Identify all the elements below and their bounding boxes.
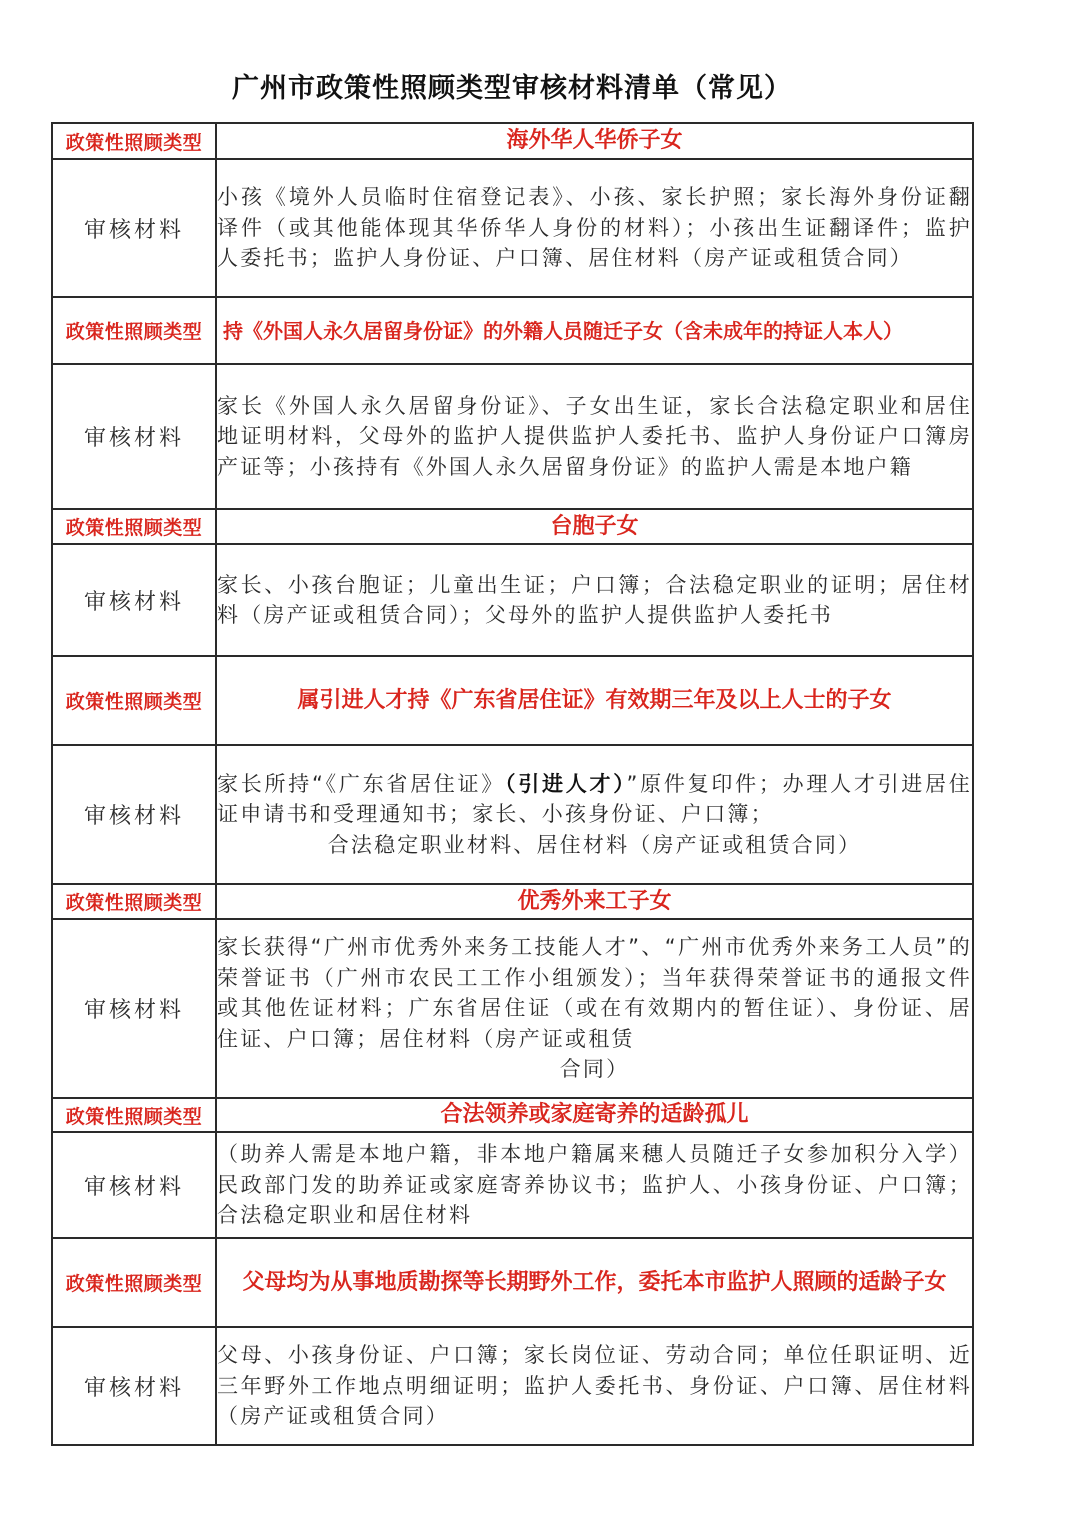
materials-label: 审核材料 bbox=[52, 919, 216, 1098]
type-label: 政策性照顾类型 bbox=[52, 297, 216, 364]
type-label: 政策性照顾类型 bbox=[52, 656, 216, 745]
type-row bbox=[52, 123, 973, 159]
materials-text: 合法稳定职业材料、居住材料（房产证或租赁合同） bbox=[327, 832, 862, 857]
type-row bbox=[52, 1098, 973, 1132]
type-label: 政策性照顾类型 bbox=[52, 1238, 216, 1327]
type-label: 政策性照顾类型 bbox=[52, 884, 216, 919]
materials-label: 审核材料 bbox=[52, 1327, 216, 1445]
type-value: 持《外国人永久居留身份证》的外籍人员随迁子女（含未成年的持证人本人） bbox=[216, 297, 973, 364]
type-value: 属引进人才持《广东省居住证》有效期三年及以上人士的子女 bbox=[216, 656, 973, 745]
materials-row bbox=[52, 364, 973, 509]
type-value: 优秀外来工子女 bbox=[216, 884, 973, 919]
materials-text: 家长获得“广州市优秀外来务工技能人才”、“广州市优秀外来务工人员”的荣誉证书（广州市农民工工作小组颁发）；当年获得荣誉证书的通报文件或其他佐证材料；广东省居住证（或在有效期内的暂住证）、身份证、居住证、户口簿；居住材料（房产证或租赁 bbox=[217, 935, 972, 1051]
materials-text: 合同） bbox=[559, 1057, 630, 1082]
type-row bbox=[52, 509, 973, 544]
materials-row bbox=[52, 159, 973, 297]
materials-value: （助养人需是本地户籍，非本地户籍属来穗人员随迁子女参加积分入学）民政部门发的助养证或家庭寄养协议书；监护人、小孩身份证、户口簿；合法稳定职业和居住材料 bbox=[216, 1132, 973, 1238]
materials-value: 家长、小孩台胞证；儿童出生证；户口簿；合法稳定职业的证明；居住材料（房产证或租赁合同）；父母外的监护人提供监护人委托书 bbox=[216, 544, 973, 656]
type-value: 父母均为从事地质勘探等长期野外工作，委托本市监护人照顾的适龄子女 bbox=[216, 1238, 973, 1327]
type-value: 合法领养或家庭寄养的适龄孤儿 bbox=[216, 1098, 973, 1132]
type-label: 政策性照顾类型 bbox=[52, 1098, 216, 1132]
materials-row bbox=[52, 745, 973, 884]
type-value: 海外华人华侨子女 bbox=[216, 123, 973, 159]
type-label: 政策性照顾类型 bbox=[52, 509, 216, 544]
materials-value: 父母、小孩身份证、户口簿；家长岗位证、劳动合同；单位任职证明、近三年野外工作地点明细证明；监护人委托书、身份证、户口簿、居住材料（房产证或租赁合同） bbox=[216, 1327, 973, 1445]
materials-value: 小孩《境外人员临时住宿登记表》、小孩、家长护照；家长海外身份证翻译件（或其他能体现其华侨华人身份的材料）；小孩出生证翻译件；监护人委托书；监护人身份证、户口簿、居住材料（房产证或租赁合同） bbox=[216, 159, 973, 297]
type-row bbox=[52, 297, 973, 364]
materials-row bbox=[52, 544, 973, 656]
materials-text: 家长所持“《广东省居住证》 bbox=[217, 771, 506, 796]
materials-label: 审核材料 bbox=[52, 159, 216, 297]
materials-row bbox=[52, 919, 973, 1098]
materials-text: ”原件复印件；办理人才引进居住证申请书和受理通知书；家长、小孩身份证、户口簿； bbox=[217, 771, 972, 827]
type-label: 政策性照顾类型 bbox=[52, 123, 216, 159]
materials-emphasis: （引进人才） bbox=[505, 771, 627, 796]
materials-value: 家长《外国人永久居留身份证》、子女出生证，家长合法稳定职业和居住地证明材料，父母外的监护人提供监护人委托书、监护人身份证户口簿房产证等；小孩持有《外国人永久居留身份证》的监护人需是本地户籍 bbox=[216, 364, 973, 509]
materials-label: 审核材料 bbox=[52, 1132, 216, 1238]
type-value: 台胞子女 bbox=[216, 509, 973, 544]
materials-value bbox=[216, 745, 973, 884]
type-row bbox=[52, 884, 973, 919]
materials-row bbox=[52, 1132, 973, 1238]
type-row bbox=[52, 1238, 973, 1327]
materials-label: 审核材料 bbox=[52, 745, 216, 884]
materials-row bbox=[52, 1327, 973, 1445]
page-title: 广州市政策性照顾类型审核材料清单（常见） bbox=[232, 73, 792, 104]
type-row bbox=[52, 656, 973, 745]
materials-label: 审核材料 bbox=[52, 364, 216, 509]
materials-label: 审核材料 bbox=[52, 544, 216, 656]
materials-value bbox=[216, 919, 973, 1098]
policy-table bbox=[51, 122, 974, 1446]
